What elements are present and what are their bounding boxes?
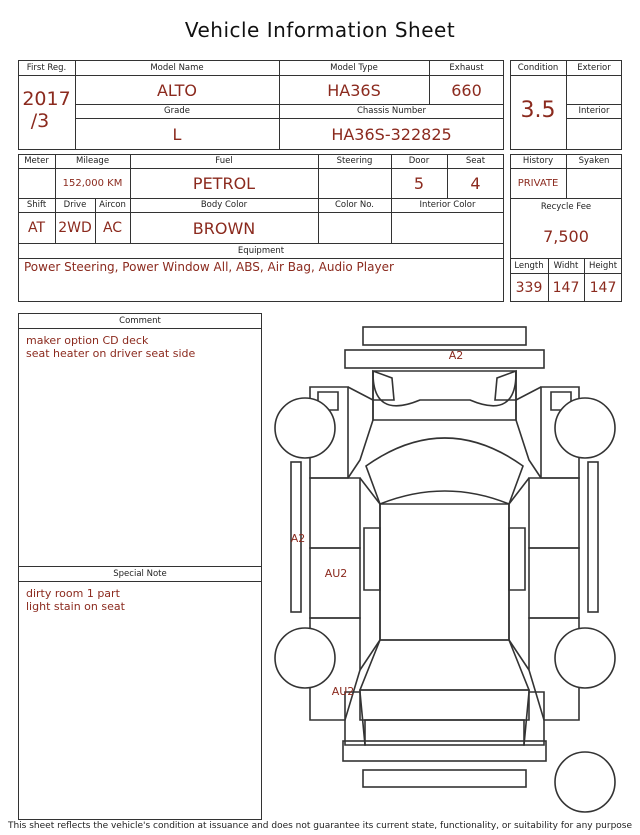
condition-label: Condition bbox=[517, 62, 559, 73]
comment-line-2: seat heater on driver seat side bbox=[26, 347, 196, 360]
front-right-door bbox=[529, 478, 579, 548]
body-color-label: Body Color bbox=[200, 200, 248, 210]
comment-line-1: maker option CD deck bbox=[26, 334, 149, 347]
front-right-light bbox=[495, 371, 516, 400]
disclaimer-footer: This sheet reflects the vehicle's condition at issuance and does not guarantee its current state, functionality, or suitability for any purpose bbox=[7, 821, 633, 831]
model-type-value: HA36S bbox=[327, 80, 381, 100]
exterior-label: Exterior bbox=[577, 62, 611, 73]
roof bbox=[380, 504, 509, 640]
chassis-label: Chassis Number bbox=[356, 106, 427, 116]
special-note-label: Special Note bbox=[113, 568, 167, 579]
rear-window bbox=[360, 640, 529, 690]
first-reg-label: First Reg. bbox=[26, 62, 67, 73]
syaken-label: Syaken bbox=[578, 156, 610, 166]
model-name-label: Model Name bbox=[150, 62, 204, 73]
recycle-fee-value: 7,500 bbox=[543, 226, 589, 246]
interior-color-value bbox=[391, 213, 504, 243]
model-name-value: ALTO bbox=[156, 80, 198, 100]
seat-label: Seat bbox=[465, 156, 486, 166]
shift-label: Shift bbox=[26, 200, 47, 210]
special-note-line-2: light stain on seat bbox=[26, 600, 125, 613]
hood bbox=[373, 371, 516, 420]
length-value: 339 bbox=[515, 280, 543, 296]
mark-left: A2 bbox=[290, 532, 306, 545]
color-no-value bbox=[318, 213, 391, 243]
mark-rear: AU2 bbox=[331, 685, 355, 698]
exhaust-value: 660 bbox=[451, 80, 482, 100]
body-color-value: BROWN bbox=[192, 218, 256, 238]
equipment-label: Equipment bbox=[237, 245, 285, 256]
special-note-line-1: dirty room 1 part bbox=[26, 587, 120, 600]
color-no-label: Color No. bbox=[334, 200, 374, 210]
left-window bbox=[364, 528, 380, 590]
drive-label: Drive bbox=[63, 200, 87, 210]
right-window bbox=[509, 528, 525, 590]
exterior-value bbox=[566, 76, 622, 104]
page-title: Vehicle Information Sheet bbox=[184, 18, 456, 42]
rear-left-light bbox=[345, 692, 365, 745]
rear-right-door bbox=[529, 548, 579, 618]
history-value: PRIVATE bbox=[517, 178, 559, 189]
steering-label: Steering bbox=[336, 156, 373, 166]
width-label: Widht bbox=[553, 260, 579, 271]
rear-right-light bbox=[524, 692, 544, 745]
door-label: Door bbox=[408, 156, 430, 166]
front-left-door bbox=[310, 478, 360, 548]
interior-value bbox=[566, 119, 622, 149]
left-pillars bbox=[360, 478, 380, 670]
front-left-light bbox=[373, 371, 394, 400]
length-label: Length bbox=[514, 260, 544, 271]
fuel-label: Fuel bbox=[215, 156, 233, 166]
first-reg-month: /3 bbox=[30, 110, 50, 132]
first-reg-year: 2017 bbox=[22, 88, 71, 110]
aircon-value: AC bbox=[102, 220, 123, 236]
seat-value: 4 bbox=[470, 174, 481, 193]
wheel-rear-right bbox=[555, 628, 615, 688]
wheel-rear-left bbox=[275, 628, 335, 688]
meter-label: Meter bbox=[24, 156, 49, 166]
door-value: 5 bbox=[413, 174, 425, 193]
front-bumper-top bbox=[363, 327, 526, 345]
mark-front: A2 bbox=[448, 349, 464, 362]
chassis-value: HA36S-322825 bbox=[331, 124, 452, 144]
rear-left-door bbox=[310, 548, 360, 618]
interior-label: Interior bbox=[578, 106, 610, 116]
fuel-value: PETROL bbox=[192, 174, 256, 193]
right-pillars bbox=[509, 478, 529, 670]
height-label: Height bbox=[588, 260, 618, 271]
rear-bumper bbox=[343, 741, 546, 761]
history-label: History bbox=[522, 156, 554, 166]
mileage-value: 152,000 KM bbox=[62, 178, 123, 189]
front-bumper bbox=[345, 350, 544, 368]
recycle-fee-label: Recycle Fee bbox=[540, 202, 592, 212]
steering-value bbox=[318, 169, 391, 198]
height-value: 147 bbox=[589, 280, 617, 296]
condition-score: 3.5 bbox=[520, 97, 556, 123]
wheel-front-right bbox=[555, 398, 615, 458]
equipment-value: Power Steering, Power Window All, ABS, Air Bag, Audio Player bbox=[24, 260, 394, 274]
right-rocker bbox=[588, 462, 598, 612]
width-value: 147 bbox=[552, 280, 580, 296]
syaken-value bbox=[566, 169, 622, 198]
car-damage-diagram bbox=[268, 320, 630, 820]
mark-door: AU2 bbox=[324, 567, 348, 580]
wheel-front-left bbox=[275, 398, 335, 458]
spare-tire bbox=[555, 752, 615, 812]
comment-label: Comment bbox=[119, 315, 161, 326]
grade-label: Grade bbox=[164, 106, 190, 116]
rear-bumper-bottom bbox=[363, 770, 526, 787]
exhaust-label: Exhaust bbox=[449, 62, 484, 73]
meter-value bbox=[18, 169, 55, 198]
grade-value: L bbox=[172, 124, 182, 144]
mileage-label: Mileage bbox=[75, 156, 110, 166]
drive-value: 2WD bbox=[58, 220, 92, 236]
windshield bbox=[366, 438, 523, 504]
tailgate bbox=[360, 690, 529, 720]
model-type-label: Model Type bbox=[330, 62, 378, 73]
aircon-label: Aircon bbox=[99, 200, 126, 210]
shift-value: AT bbox=[27, 220, 46, 236]
interior-color-label: Interior Color bbox=[419, 200, 476, 210]
